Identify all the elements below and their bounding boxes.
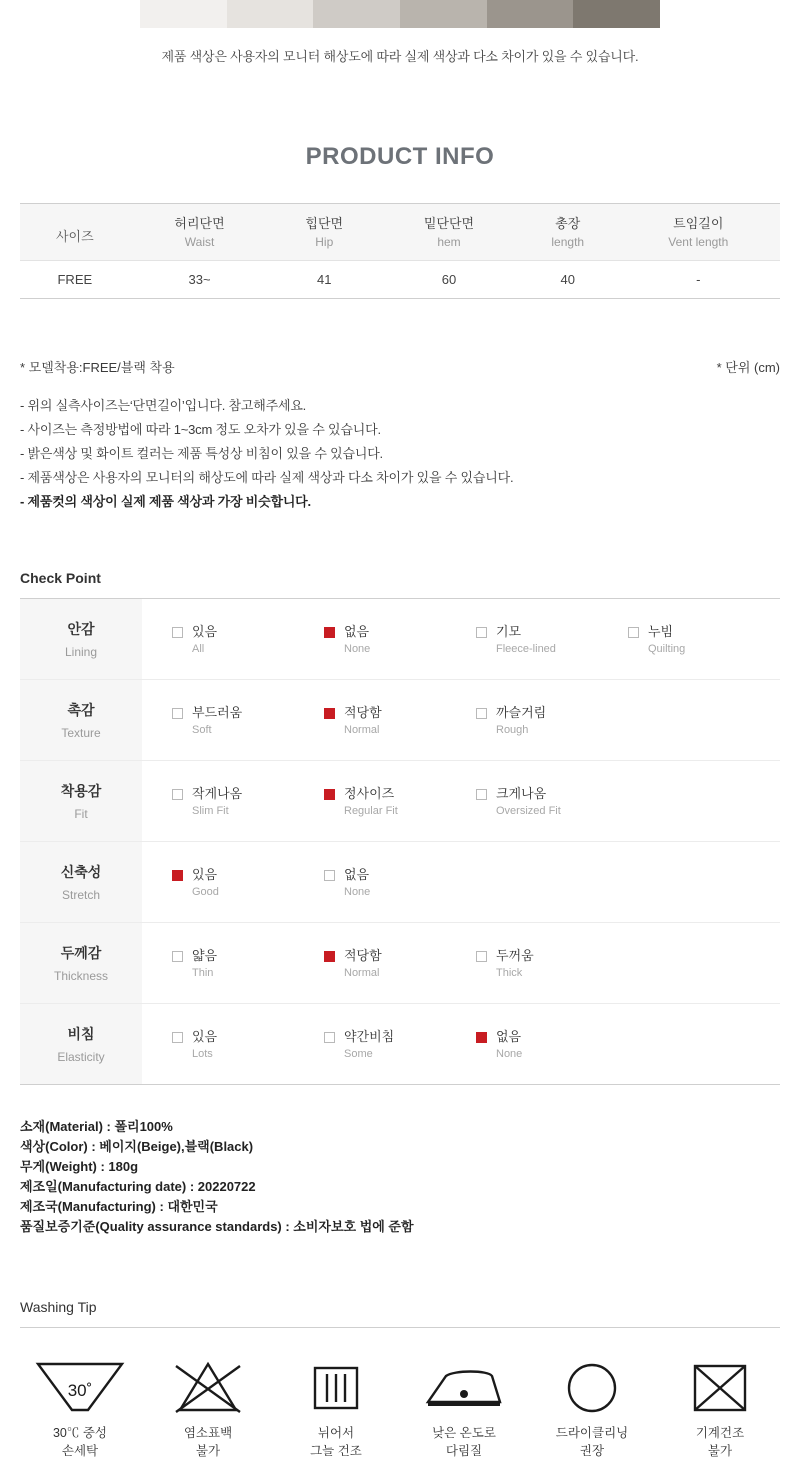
check-point-options: [142, 599, 780, 680]
check-option-label-en: Regular Fit: [344, 804, 398, 817]
col-label-kr: 사이즈: [55, 229, 94, 244]
category-label-en: Stretch: [61, 888, 100, 902]
check-point-row: [20, 842, 780, 923]
color-swatch-3: [400, 0, 487, 28]
wash-caption-line1: 뉘어서: [317, 1426, 355, 1440]
wash-item-iron: [404, 1356, 524, 1460]
color-swatch-5: [573, 0, 660, 28]
check-option-label-kr: 크게나옴: [496, 785, 547, 801]
no-tumble-dry-icon: [660, 1356, 780, 1418]
check-option-label-en: Quilting: [648, 642, 686, 655]
wash-caption-line2: 다림질: [445, 1444, 483, 1458]
size-table-col-2: [269, 204, 379, 261]
category-label-kr: 촉감: [67, 702, 95, 718]
checkbox-icon[interactable]: [324, 951, 335, 962]
check-point-options: [142, 842, 780, 923]
checkbox-icon[interactable]: [324, 627, 335, 638]
material-line: 제조국(Manufacturing) : 대한민국: [20, 1199, 218, 1214]
svg-text:30˚: 30˚: [67, 1381, 93, 1400]
check-option-label-en: Normal: [344, 966, 380, 979]
check-option-label-en: None: [344, 642, 371, 655]
check-option[interactable]: [172, 624, 324, 655]
col-label-en: Hip: [315, 235, 334, 249]
check-option[interactable]: [476, 786, 628, 817]
check-option-label-kr: 약간비침: [344, 1028, 395, 1044]
wash-caption-line2: 불가: [195, 1444, 221, 1458]
check-option[interactable]: [476, 948, 628, 979]
material-line: 색상(Color) : 베이지(Beige),블랙(Black): [20, 1139, 254, 1154]
col-label-en: Vent length: [668, 235, 729, 249]
check-option-label-kr: 없음: [496, 1028, 522, 1044]
check-option[interactable]: [324, 948, 476, 979]
size-table-col-4: [519, 204, 617, 261]
check-point-label: Check Point: [20, 570, 101, 586]
check-point-category: [20, 842, 142, 923]
check-option[interactable]: [172, 948, 324, 979]
check-point-category: [20, 1004, 142, 1085]
check-point-table: [20, 598, 780, 1085]
check-option[interactable]: [324, 705, 476, 736]
check-option[interactable]: [324, 1029, 476, 1060]
wash-caption-line1: 드라이클리닝: [555, 1426, 629, 1440]
size-table-col-0: [20, 204, 130, 261]
col-label-en: hem: [437, 235, 461, 249]
checkbox-icon[interactable]: [172, 1032, 183, 1043]
check-option[interactable]: [628, 624, 780, 655]
category-label-en: Lining: [64, 645, 98, 659]
swatch-color-note: 제품 색상은 사용자의 모니터 해상도에 따라 실제 색상과 다소 차이가 있을 수 있습니다.: [161, 49, 639, 64]
checkbox-icon[interactable]: [172, 627, 183, 638]
check-option-label-en: Normal: [344, 723, 380, 736]
checkbox-icon[interactable]: [324, 870, 335, 881]
check-option-label-kr: 정사이즈: [344, 785, 395, 801]
check-point-options: [142, 1004, 780, 1085]
check-option-label-kr: 없음: [344, 866, 370, 882]
category-label-en: Fit: [74, 807, 88, 821]
check-point-row: [20, 923, 780, 1004]
wash-caption-line1: 기계건조: [695, 1426, 745, 1440]
product-info-title: PRODUCT INFO: [305, 143, 495, 170]
wash-item-hang-dry: [276, 1356, 396, 1460]
category-label-en: Elasticity: [57, 1050, 105, 1064]
check-point-category: [20, 599, 142, 680]
check-option-label-kr: 얇음: [192, 947, 218, 963]
size-cell-size: FREE: [57, 272, 93, 287]
hang-dry-shade-icon: [276, 1356, 396, 1418]
check-option-label-kr: 적당함: [344, 704, 382, 720]
col-label-en: Waist: [184, 235, 215, 249]
color-swatch-strip: [140, 0, 660, 28]
low-heat-iron-icon: [404, 1356, 524, 1418]
wash-caption-line2: 권장: [579, 1444, 605, 1458]
check-point-options: [142, 680, 780, 761]
notes-list: [20, 394, 780, 514]
check-point-options: [142, 923, 780, 1004]
check-option-label-kr: 적당함: [344, 947, 382, 963]
dry-clean-icon: [532, 1356, 652, 1418]
check-option-label-en: All: [192, 642, 205, 655]
check-option-label-kr: 작게나옴: [192, 785, 243, 801]
check-option-label-en: Slim Fit: [192, 804, 229, 817]
category-label-en: Thickness: [53, 969, 109, 983]
size-table-header-row: [20, 204, 780, 261]
check-option[interactable]: [476, 1029, 628, 1060]
check-point-category: [20, 923, 142, 1004]
category-label-kr: 신축성: [60, 864, 102, 880]
col-label-kr: 힙단면: [305, 216, 344, 231]
check-option-label-kr: 기모: [496, 623, 522, 639]
color-swatch-0: [140, 0, 227, 28]
col-label-kr: 트임길이: [673, 216, 724, 231]
check-option-label-kr: 누빔: [648, 623, 674, 639]
size-cell-hip: 41: [317, 272, 332, 287]
check-option[interactable]: [324, 867, 476, 898]
check-option-label-en: Fleece-lined: [496, 642, 556, 655]
size-table-col-5: [617, 204, 780, 261]
wash-item-no-tumble-dry: [660, 1356, 780, 1460]
size-cell-length: 40: [560, 272, 575, 287]
checkbox-icon[interactable]: [172, 951, 183, 962]
size-table-col-1: [130, 204, 270, 261]
check-option-label-en: Oversized Fit: [496, 804, 561, 817]
wash-caption-line1: 낮은 온도로: [432, 1426, 496, 1440]
checkbox-icon[interactable]: [172, 708, 183, 719]
col-label-kr: 밑단단면: [423, 216, 475, 231]
material-line: 제조일(Manufacturing date) : 20220722: [20, 1179, 256, 1194]
check-option-label-kr: 있음: [192, 866, 218, 882]
wash-item-no-bleach: [148, 1356, 268, 1460]
check-option[interactable]: [172, 705, 324, 736]
check-point-options: [142, 761, 780, 842]
checkbox-icon[interactable]: [476, 951, 487, 962]
category-label-en: Texture: [61, 726, 101, 740]
check-point-category: [20, 761, 142, 842]
check-point-row: [20, 599, 780, 680]
check-option[interactable]: [324, 786, 476, 817]
wash-caption-line1: 30℃ 중성: [52, 1426, 108, 1440]
wash-item-dry-clean: [532, 1356, 652, 1460]
wash-caption-line2: 불가: [707, 1444, 733, 1458]
checkbox-icon[interactable]: [628, 627, 639, 638]
check-option-label-en: Thin: [192, 966, 214, 979]
size-notes: [20, 357, 780, 514]
check-option-label-en: Soft: [192, 723, 212, 736]
checkbox-icon[interactable]: [476, 708, 487, 719]
size-cell-hem: 60: [441, 272, 457, 287]
model-wearing-note: * 모델착용:FREE/블랙 착용: [20, 360, 175, 375]
material-line: 무게(Weight) : 180g: [20, 1159, 139, 1174]
size-table-col-3: [379, 204, 519, 261]
check-option-label-en: None: [496, 1047, 523, 1060]
check-option-label-en: Lots: [192, 1047, 213, 1060]
checkbox-icon[interactable]: [172, 870, 183, 881]
col-label-kr: 허리단면: [174, 216, 225, 231]
check-option[interactable]: [172, 786, 324, 817]
washing-tip-icons: [20, 1327, 780, 1460]
check-option-label-en: None: [344, 885, 371, 898]
check-option-label-kr: 까슬거림: [496, 704, 547, 720]
check-point-row: [20, 761, 780, 842]
size-table: [20, 203, 780, 299]
hand-wash-30c-icon: [20, 1356, 140, 1418]
wash-caption-line1: 염소표백: [183, 1426, 233, 1440]
list-item: - 제품색상은 사용자의 모니터의 해상도에 따라 실제 색상과 다소 차이가 있을 수 있습니다.: [20, 470, 514, 485]
category-label-kr: 두께감: [60, 945, 102, 961]
list-item: - 밝은색상 및 화이트 컬러는 제품 특성상 비침이 있을 수 있습니다.: [20, 446, 383, 461]
no-chlorine-bleach-icon: [148, 1356, 268, 1418]
col-label-kr: 총장: [555, 216, 581, 231]
wash-caption-line2: 손세탁: [61, 1444, 99, 1458]
check-option[interactable]: [324, 624, 476, 655]
notes-top-row: [20, 357, 780, 376]
color-swatch-4: [487, 0, 574, 28]
check-option-label-kr: 있음: [192, 623, 218, 639]
wash-caption-line2: 그늘 건조: [310, 1444, 362, 1458]
unit-note: * 단위 (cm): [716, 360, 780, 375]
check-option[interactable]: [476, 705, 628, 736]
material-line: 품질보증기준(Quality assurance standards) : 소비자보호 법에 준함: [20, 1219, 414, 1234]
list-item: - 위의 실측사이즈는‘단면길이’입니다. 참고해주세요.: [20, 398, 307, 413]
checkbox-icon[interactable]: [324, 789, 335, 800]
checkbox-icon[interactable]: [324, 1032, 335, 1043]
size-cell-vent: -: [696, 272, 701, 287]
table-row: [20, 261, 780, 299]
check-point-row: [20, 680, 780, 761]
col-label-en: length: [551, 235, 585, 249]
checkbox-icon[interactable]: [476, 789, 487, 800]
list-item: - 사이즈는 측정방법에 따라 1~3cm 정도 오차가 있을 수 있습니다.: [20, 422, 381, 437]
color-swatch-1: [227, 0, 314, 28]
checkbox-icon[interactable]: [172, 789, 183, 800]
check-option[interactable]: [172, 1029, 324, 1060]
checkbox-icon[interactable]: [476, 627, 487, 638]
check-option-label-kr: 부드러움: [192, 704, 243, 720]
category-label-kr: 비침: [67, 1026, 95, 1042]
check-option-label-en: Rough: [496, 723, 529, 736]
material-info: [20, 1117, 780, 1237]
check-option-label-en: Thick: [496, 966, 523, 979]
category-label-kr: 안감: [67, 621, 95, 637]
color-swatch-2: [313, 0, 400, 28]
list-item: - 제품컷의 색상이 실제 제품 색상과 가장 비슷합니다.: [20, 494, 311, 509]
check-option-label-en: Some: [344, 1047, 373, 1060]
size-cell-waist: 33~: [188, 272, 211, 287]
check-option-label-en: Good: [192, 885, 219, 898]
check-option-label-kr: 없음: [344, 623, 370, 639]
wash-item-hand-wash: [20, 1356, 140, 1460]
check-option[interactable]: [476, 624, 628, 655]
checkbox-icon[interactable]: [324, 708, 335, 719]
category-label-kr: 착용감: [60, 783, 102, 799]
check-option-label-kr: 두꺼움: [496, 947, 534, 963]
check-point-category: [20, 680, 142, 761]
check-option[interactable]: [172, 867, 324, 898]
check-option-label-kr: 있음: [192, 1028, 218, 1044]
checkbox-icon[interactable]: [476, 1032, 487, 1043]
washing-tip-label: Washing Tip: [20, 1299, 97, 1315]
material-line: 소재(Material) : 폴리100%: [20, 1119, 173, 1134]
check-point-row: [20, 1004, 780, 1085]
